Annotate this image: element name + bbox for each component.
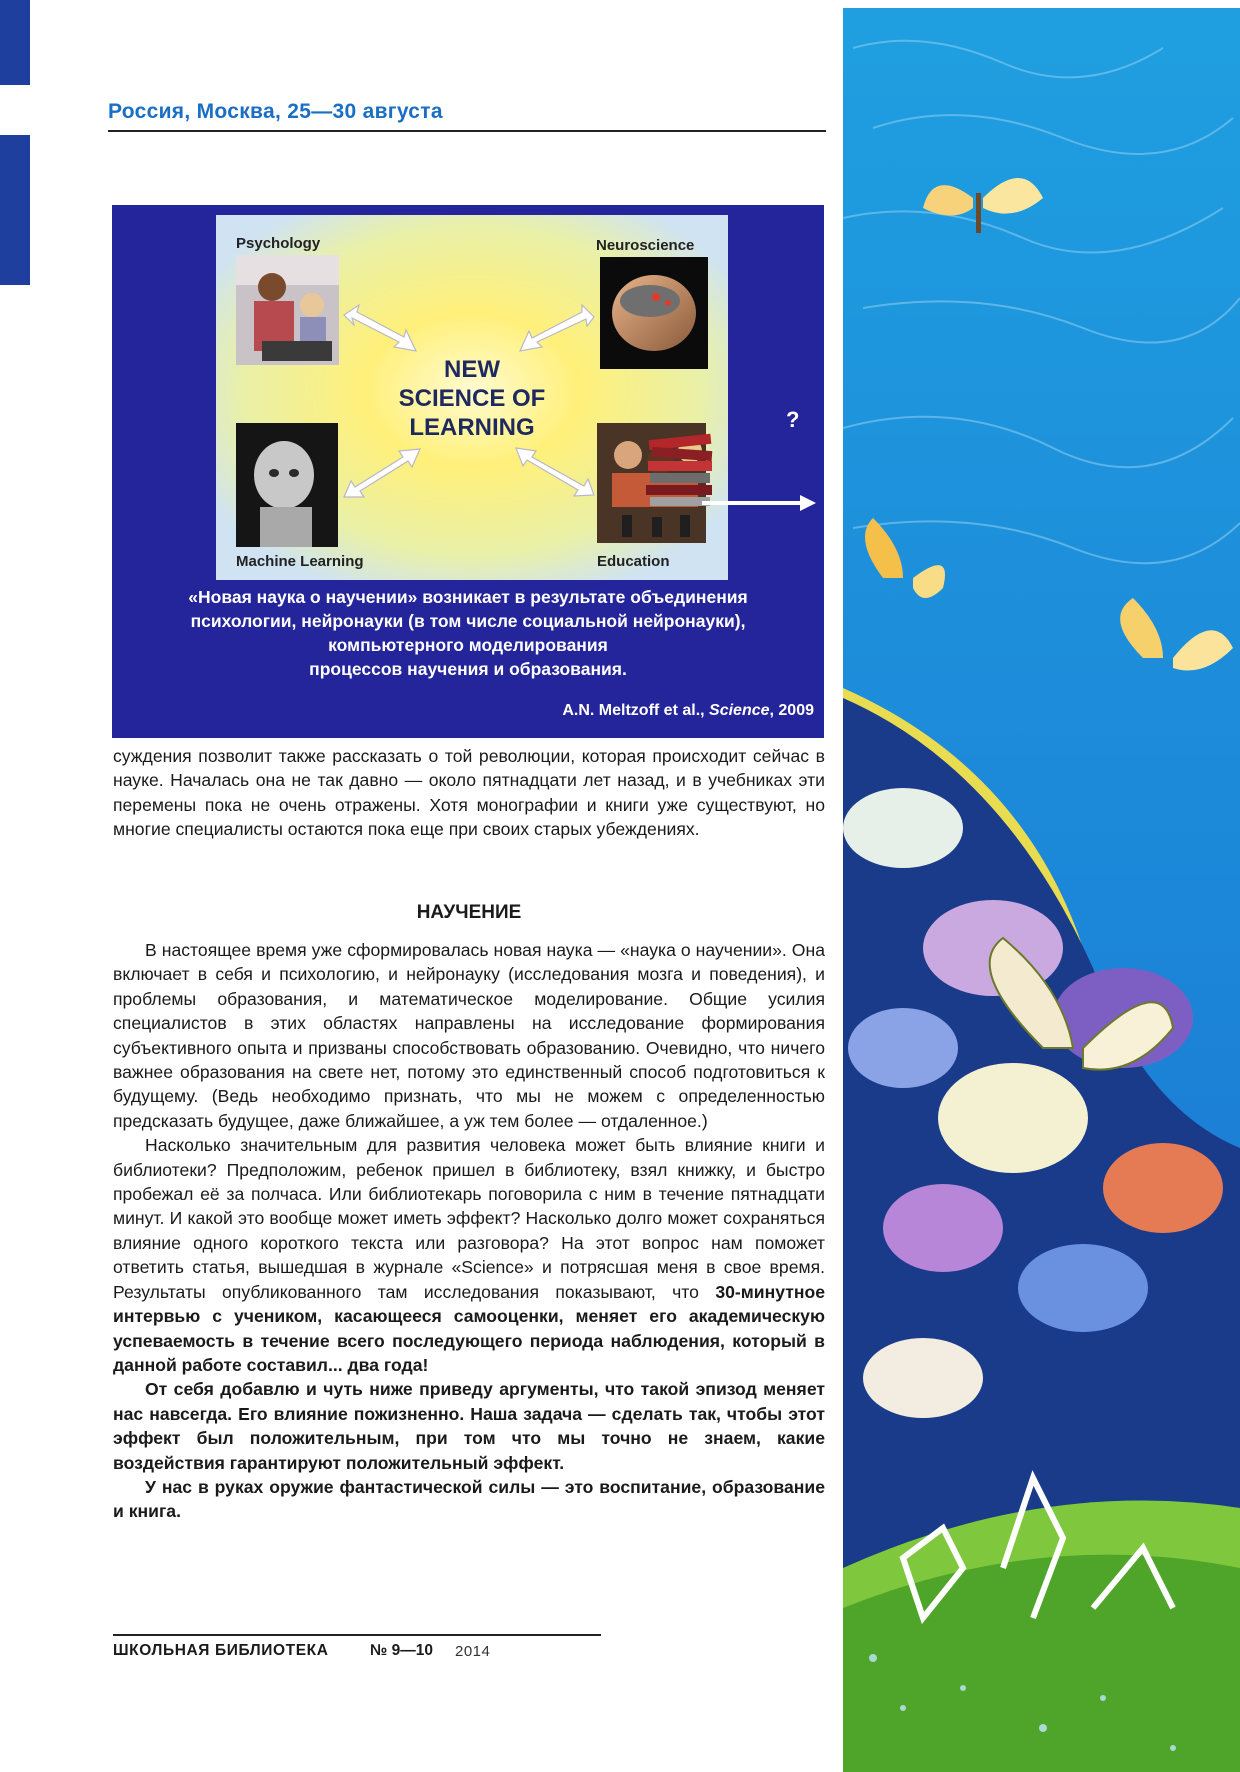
label-neuroscience: Neuroscience	[596, 237, 695, 254]
caption-line: процессов научения и образования.	[309, 659, 627, 679]
slide-center-title: NEW SCIENCE OF LEARNING	[398, 356, 546, 441]
caption-line: «Новая наука о научении» возникает в результате объединения	[188, 587, 748, 607]
intro-text	[113, 744, 825, 842]
decorative-art-panel	[843, 8, 1240, 1772]
butterfly-illustration	[843, 8, 1240, 1772]
label-machine-learning: Machine Learning	[236, 553, 364, 570]
intro-paragraph: суждения позволит также рассказать о той революции, которая происходит сейчас в науке. Началась она не так давно — около пятнадцати лет назад, и в учебниках эти перемены пока не очень отражены. Хотя монографии и книги уже существуют, но многие специалисты остаются пока еще при своих старых убеждениях.	[113, 746, 825, 840]
footer-magazine: ШКОЛЬНАЯ БИБЛИОТЕКА	[113, 1642, 329, 1659]
header-location: Россия, Москва, 25—30 августа	[108, 100, 443, 123]
credit-year: , 2009	[769, 702, 814, 719]
machine-learning-photo	[236, 423, 338, 547]
figure-slide	[112, 205, 824, 738]
paragraph-3: От себя добавлю и чуть ниже приведу аргументы, что такой эпизод меняет нас навсегда. Его влияние пожизненно. Наша задача — сделать так, чтобы этот эффект был положительным, при том что мы точно не знаем, какие воздействия гарантируют положительный эффект.	[113, 1379, 825, 1473]
label-psychology: Psychology	[236, 235, 321, 252]
footer-year: 2014	[455, 1643, 491, 1660]
paragraph-2-bold: 30-минутное интервью с учеником, касающееся самооценки, меняет его академическую успеваемость в течение всего последующего периода наблюдения, который в данной работе составил... два года!	[113, 1281, 825, 1375]
label-education: Education	[597, 553, 670, 570]
question-mark: ?	[786, 407, 800, 432]
footer-rule	[113, 1634, 601, 1636]
credit-authors: A.N. Meltzoff et al.,	[562, 702, 710, 719]
paragraph-1: В настоящее время уже сформировалась новая наука — «наука о научении». Она включает в себя и психологию, и нейронауку (исследования мозга и поведения), и проблемы образования, и математическое моделирование. Общие усилия специалистов в этих областях направлены на исследование формирования субъективного опыта и призваны способствовать образованию. Очевидно, что ничего важнее образования на свете нет, потому это единственный способ подготовиться к будущему. (Ведь необходимо признать, что мы не можем с определенностью предсказать будущее, даже ближайшее, а уж тем более — отдаленное.)	[113, 940, 825, 1131]
figure-caption	[112, 585, 824, 681]
psychology-photo	[236, 255, 339, 365]
figure-credit	[562, 702, 814, 720]
footer-issue: № 9—10	[370, 1642, 433, 1659]
running-header	[108, 100, 826, 132]
paragraph-2-text: Насколько значительным для развития человека может быть влияние книги и библиотеки? Предположим, ребенок пришел в библиотеку, взял книжку, и быстро пробежал её за полчаса. Или библиотекарь поговорила с ним в течение пятнадцати минут. И какой это вообще может иметь эффект? Насколько долго может сохраняться влияние одного короткого текста или разговора? На этот вопрос нам поможет ответить статья, вышедшая в журнале «Science» и потрясшая меня в свое время. Результаты опубликованного там исследования показывают, что	[113, 1135, 825, 1302]
edge-tab-top	[0, 0, 30, 85]
credit-journal: Science	[709, 702, 770, 719]
section-body	[113, 938, 825, 1524]
neuroscience-photo	[600, 257, 708, 369]
caption-line: психологии, нейронауки (в том числе социальной нейронауки),	[190, 611, 746, 631]
paragraph-2	[113, 1133, 825, 1377]
paragraph-4: У нас в руках оружие фантастической силы — это воспитание, образование и книга.	[113, 1476, 825, 1522]
caption-line: компьютерного моделирования	[328, 635, 608, 655]
section-heading: НАУЧЕНИЕ	[416, 902, 522, 923]
edge-tab-middle	[0, 135, 30, 285]
